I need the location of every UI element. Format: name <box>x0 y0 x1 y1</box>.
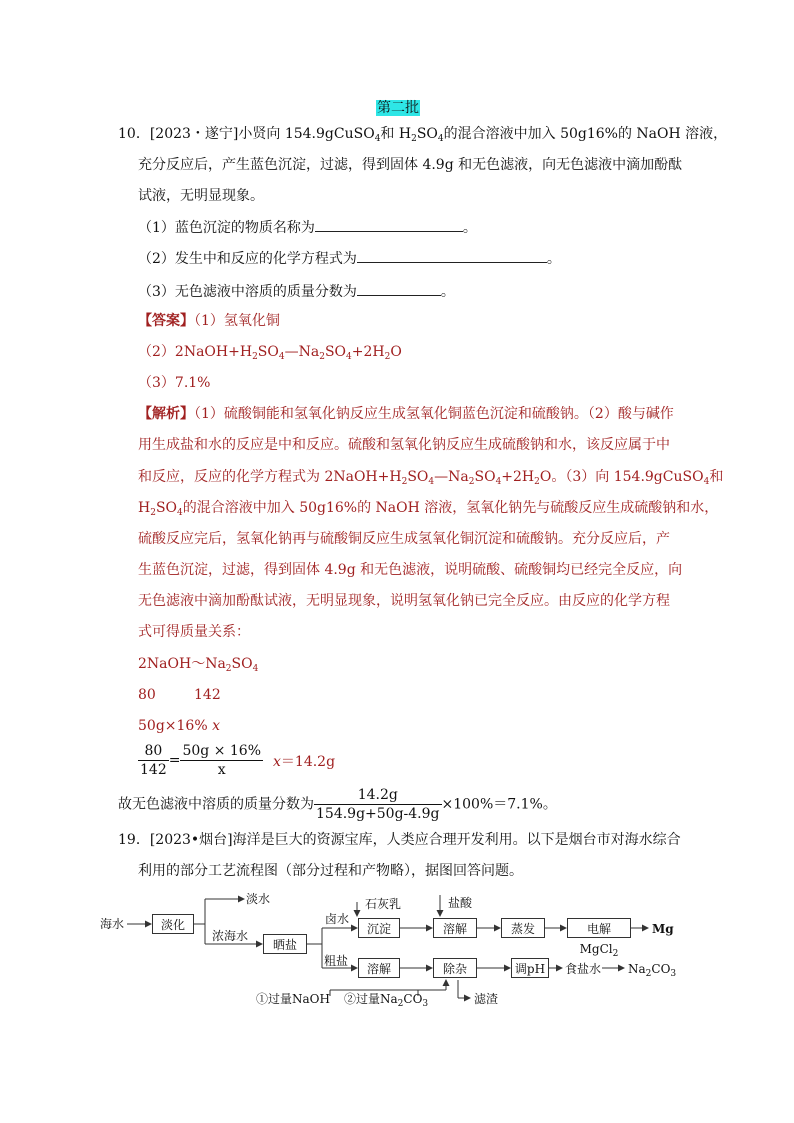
analysis-line-5: 硫酸反应完后，氢氧化钠再与硫酸铜反应生成氢氧化铜沉淀和硫酸钠。充分反应后，产 <box>138 531 670 547</box>
analysis-line-2: 用生成盐和水的反应是中和反应。硫酸和氢氧化钠反应生成硫酸钠和水，该反应属于中 <box>138 437 670 453</box>
flow-concentrated-seawater-label: 浓海水 <box>212 929 249 943</box>
proportion-equation: $\frac{80}{142}$ = $\frac{50g \times 16\%}{x}$ <box>140 743 261 778</box>
x-result: x＝14.2g <box>273 754 336 770</box>
answer-blank-1[interactable] <box>315 217 463 232</box>
flow-dissolve-box-2: 溶解 <box>358 958 400 978</box>
question-10-line-3: 试液，无明显现象。 <box>138 188 264 204</box>
answer-line-1: 【答案】（1）氢氧化铜 <box>138 313 280 329</box>
sub-question-3: （3）无色滤液中溶质的质量分数为 。 <box>138 281 455 302</box>
answer-line-3: （3）7.1% <box>138 375 211 391</box>
flow-excess-na2co3-label: ②过量$Na_2CO_3$ <box>344 992 429 1009</box>
sub-question-1: （1）蓝色沉淀的物质名称为 。 <box>138 217 477 238</box>
flow-bittern-label: 卤水 <box>325 912 350 926</box>
flow-mg-label: Mg <box>652 922 674 936</box>
mass-relation: $2NaOH\sim Na_2SO_4$ <box>138 656 259 674</box>
fraction-left: $\frac{80}{142}$ <box>140 743 167 778</box>
flow-crude-salt-label: 粗盐 <box>324 954 349 968</box>
concentration-fraction: $\frac{14.2g}{154.9g+50g-4.9g}$ <box>316 787 440 822</box>
flow-brine-label: 食盐水 <box>565 962 602 976</box>
analysis-line-1: 【解析】（1）硫酸铜能和氢氧化钠反应生成氢氧化铜蓝色沉淀和硫酸钠。（2）酸与碱作 <box>138 406 674 422</box>
flow-na2co3-label: $Na_2CO_3$ <box>628 962 677 979</box>
concentration-line: 故无色滤液中溶质的质量分数为 $\frac{14.2g}{154.9g+50g-4.9g}$ ×100%＝7.1%。 <box>118 787 557 822</box>
flow-electrolysis-box: 电解MgCl$_2$ <box>567 918 631 938</box>
sub-question-2: （2）发生中和反应的化学方程式为 。 <box>138 248 561 269</box>
flow-lime-milk-label: 石灰乳 <box>365 897 402 911</box>
flow-evaporate-box: 蒸发 <box>501 918 545 938</box>
analysis-line-3: 和反应，反应的化学方程式为 $2NaOH+H_2SO_4—Na_2SO_4+2H_2O$。（3）向 154.9gCuSO$_4$和 <box>138 469 724 487</box>
mass-naoh: 50g×16% x <box>138 718 220 734</box>
question-19-line-1: 19．[2023•烟台]海洋是巨大的资源宝库，人类应合理开发利用。以下是烟台市对海水综合 <box>118 832 681 848</box>
flow-hcl-label: 盐酸 <box>448 896 473 910</box>
flow-impurity-removal-box: 除杂 <box>433 958 477 978</box>
analysis-line-6: 生蓝色沉淀，过滤，得到固体 4.9g 和无色滤液，说明硫酸、硫酸铜均已经完全反应，向 <box>138 562 683 578</box>
flow-precipitate-box: 沉淀 <box>358 918 400 938</box>
fraction-right: $\frac{50g \times 16\%}{x}$ <box>182 743 261 778</box>
flow-freshwater-label: 淡水 <box>246 892 271 906</box>
flow-sun-salt-box: 晒盐 <box>263 934 307 954</box>
flow-adjust-ph-box: 调pH <box>511 958 549 978</box>
answer-blank-3[interactable] <box>357 281 441 296</box>
analysis-line-4: $H_2SO_4$的混合溶液中加入 50g16%的 NaOH 溶液，氢氧化钠先与硫酸反应生成硫酸钠和水， <box>138 500 719 518</box>
molar-mass-na2so4: 142 <box>194 687 221 703</box>
molar-mass-naoh: 80 <box>138 687 156 703</box>
flow-dissolve-box-1: 溶解 <box>433 918 477 938</box>
flow-seawater-label: 海水 <box>100 917 125 931</box>
question-10-line-2: 充分反应后，产生蓝色沉淀，过滤，得到固体 4.9g 和无色滤液，向无色滤液中滴加酚酞 <box>138 157 683 173</box>
answer-blank-2[interactable] <box>357 248 547 263</box>
analysis-line-7: 无色滤液中滴加酚酞试液，无明显现象，说明氢氧化钠已完全反应。由反应的化学方程 <box>138 593 670 609</box>
question-10-line-1: 10．[2023・遂宁]小贤向 154.9gCuSO$_4$和 $H_2SO_4$的混合溶液中加入 50g16%的 NaOH 溶液， <box>118 126 728 144</box>
flow-desalt-box: 淡化 <box>152 914 194 934</box>
question-19-line-2: 利用的部分工艺流程图（部分过程和产物略），据图回答问题。 <box>138 863 523 879</box>
flow-residue-label: 滤渣 <box>474 992 499 1006</box>
analysis-line-8: 式可得质量关系： <box>138 624 250 640</box>
section-heading: 第二批 <box>377 100 419 116</box>
flow-excess-naoh-label: ①过量NaOH <box>256 992 330 1006</box>
answer-line-2: $(2)2NaOH+H_2SO_4—Na_2SO_4+2H_2O$ <box>138 344 402 362</box>
